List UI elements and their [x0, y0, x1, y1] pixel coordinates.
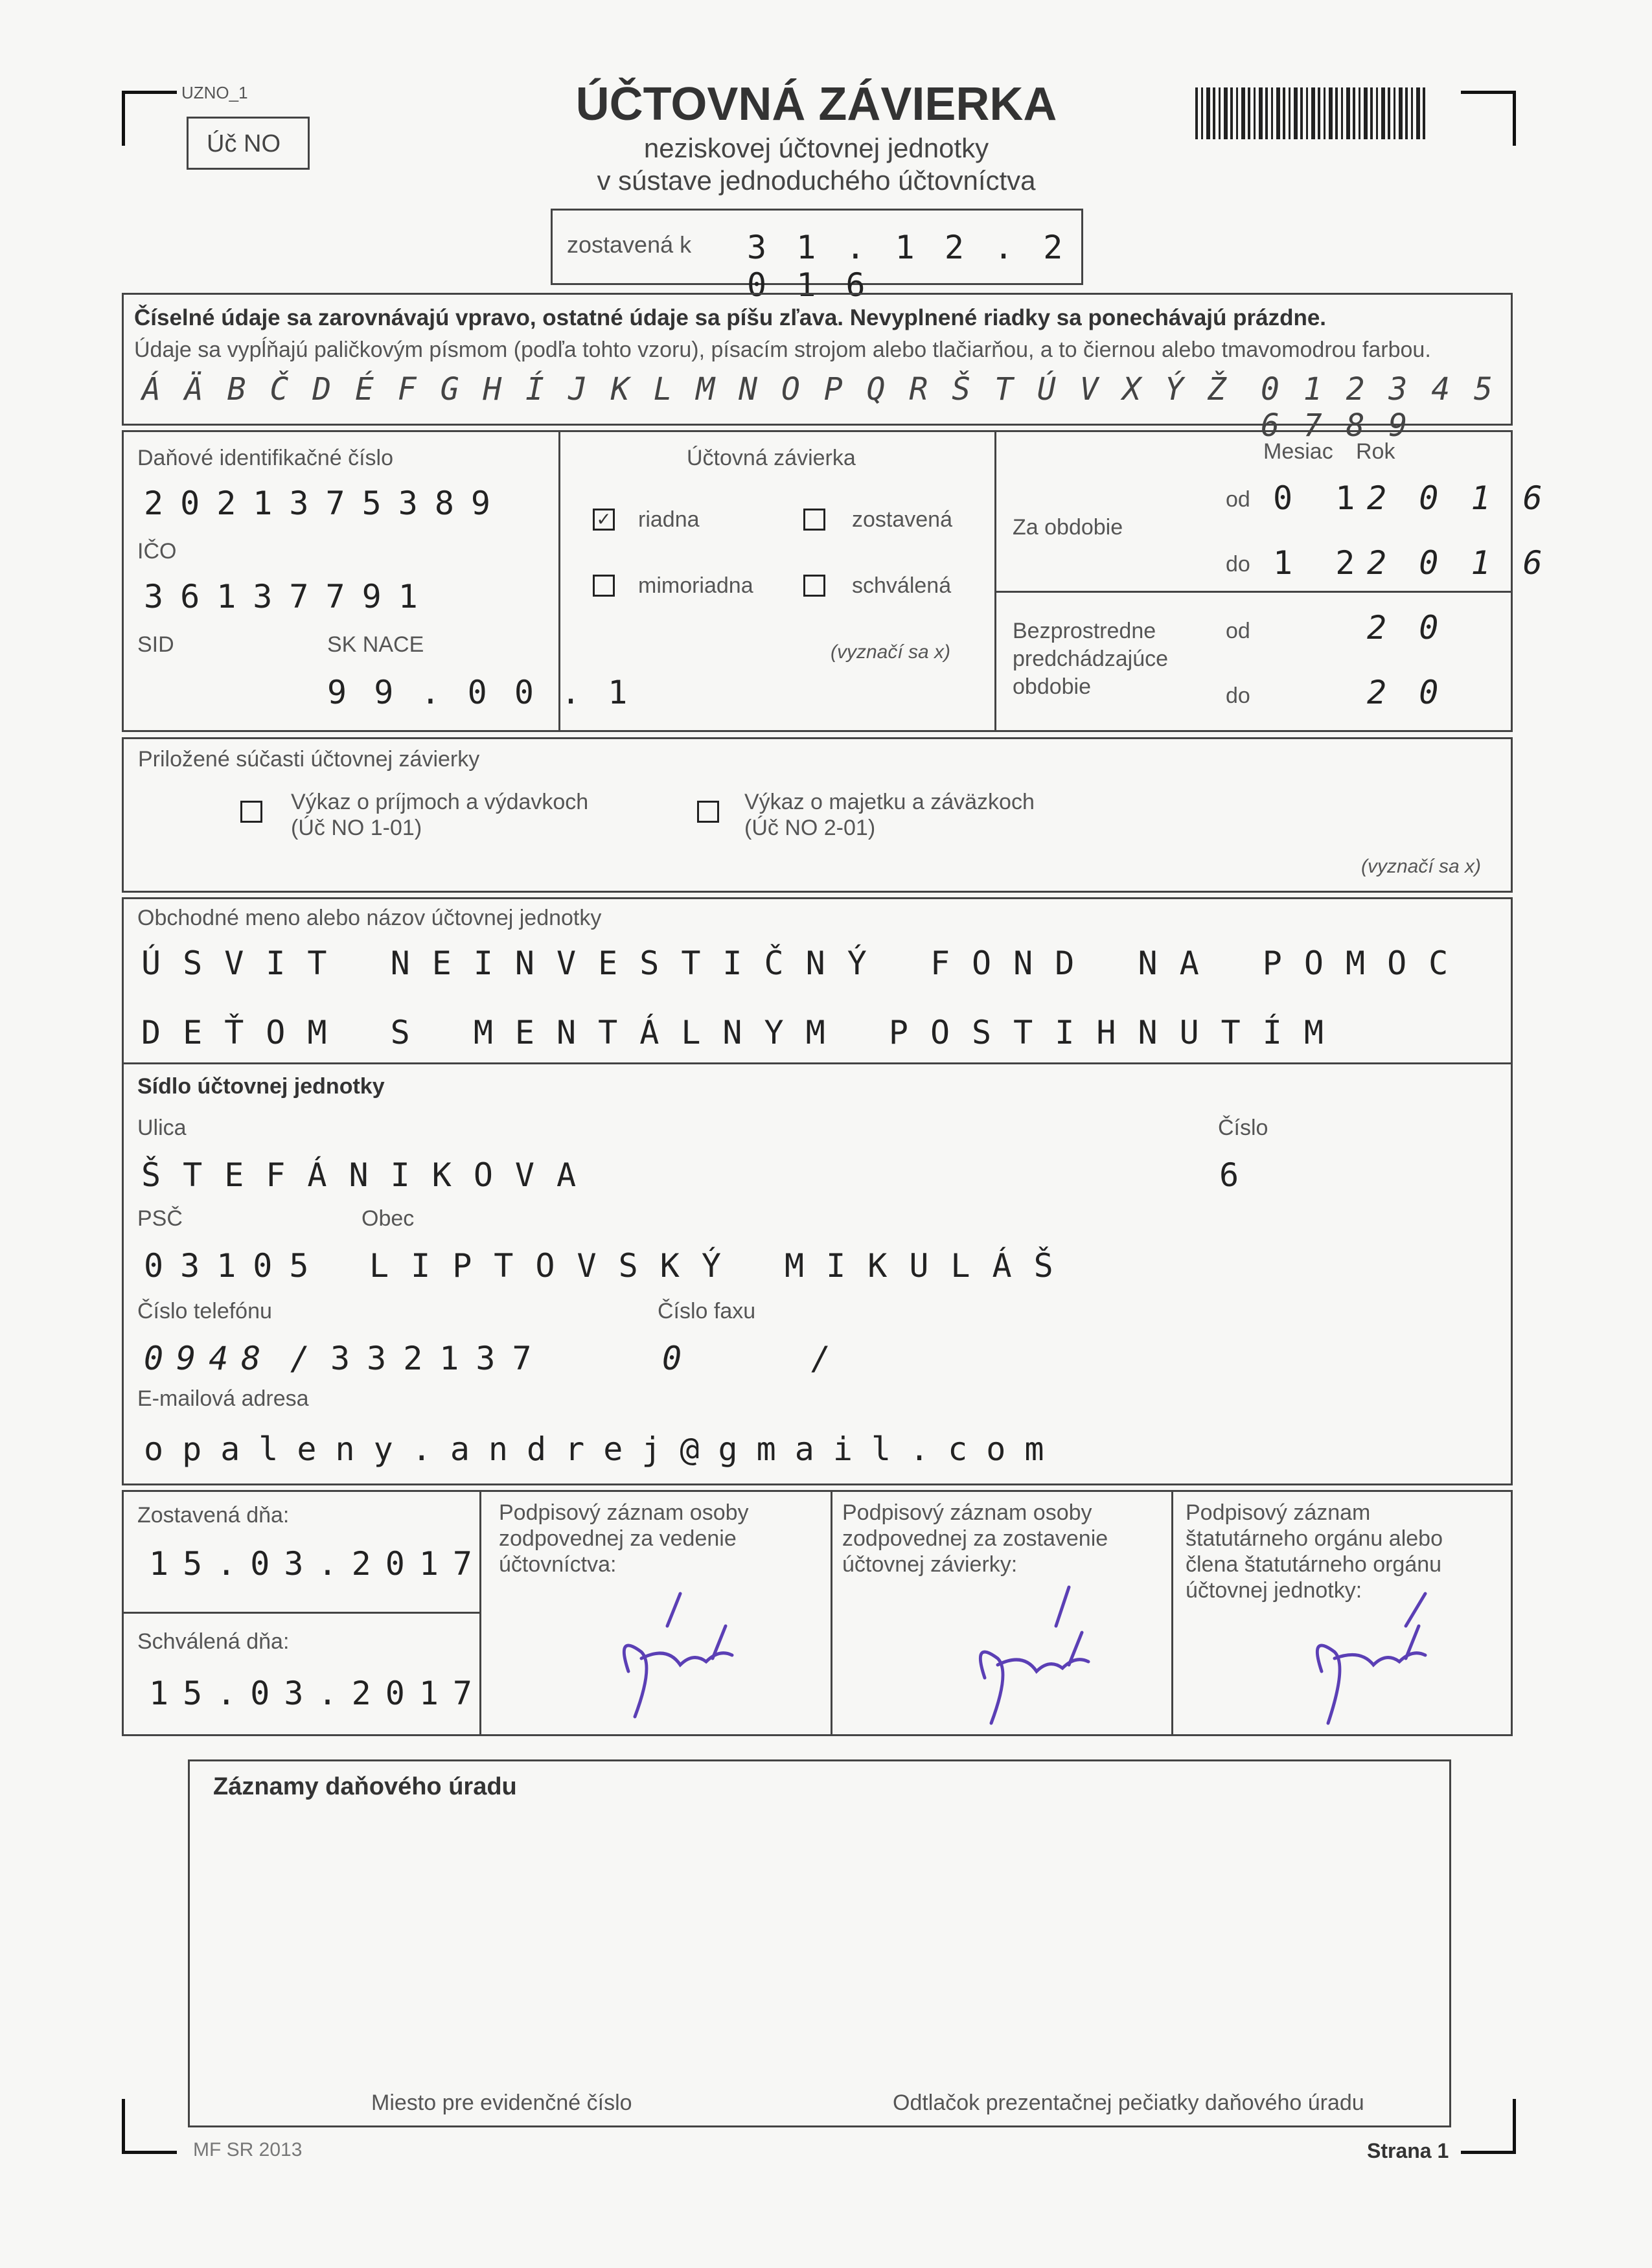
fax-prefix: 0 [662, 1340, 682, 1377]
period-od-month: 0 1 [1273, 479, 1367, 517]
zavierka-label: Účtovná závierka [687, 446, 856, 470]
city-label: Obec [361, 1206, 415, 1231]
form-code: UZNO_1 [181, 83, 248, 102]
phone-label: Číslo telefónu [137, 1299, 272, 1323]
entity-name-line2: DEŤOM S MENTÁLNYM POSTIHNUTÍM [141, 1014, 1346, 1051]
checkbox-vykaz-majetok[interactable] [697, 801, 719, 823]
dic-label: Daňové identifikačné číslo [137, 446, 394, 470]
checkbox-zostavena[interactable] [803, 509, 825, 531]
date-box [551, 209, 1083, 304]
psc-label: PSČ [137, 1206, 183, 1231]
sig2-line2: zodpovednej za zostavenie [842, 1526, 1108, 1551]
prev-period-label-3: obdobie [1013, 674, 1092, 699]
instructions-box [122, 293, 1513, 444]
sig2-line3: účtovnej závierky: [842, 1552, 1018, 1577]
street-value: ŠTEFÁNIKOVA [141, 1156, 599, 1194]
approved-date: 15.03.2017 [149, 1675, 487, 1712]
number-label: Číslo [1218, 1116, 1268, 1140]
phone-number: 332137 [330, 1340, 549, 1377]
sig1-line2: zodpovednej za vedenie [499, 1526, 737, 1551]
period-do-year: 2 0 1 6 [1367, 544, 1549, 582]
fax-label: Číslo faxu [658, 1299, 756, 1323]
date-label: zostavená k [567, 231, 692, 258]
sig3-line4: účtovnej jednotky: [1186, 1578, 1362, 1603]
sig3-line2: štatutárneho orgánu alebo [1186, 1526, 1443, 1551]
corner-mark-bottom-right [1461, 2099, 1516, 2154]
subtitle-line1: neziskovej účtovnej jednotky [643, 133, 989, 163]
phone-prefix: 0948 [144, 1340, 274, 1377]
sid-label: SID [137, 632, 174, 657]
attachments-label: Priložené súčasti účtovnej závierky [138, 747, 480, 772]
number-value: 6 [1219, 1156, 1239, 1194]
period-do-month: 1 2 [1273, 544, 1367, 582]
divider-zavierka-period [994, 430, 996, 732]
prepared-label: Zostavená dňa: [137, 1503, 290, 1528]
vykaz-prijmy-line1: Výkaz o príjmoch a výdavkoch [291, 790, 589, 814]
prev-period-label-1: Bezprostredne [1013, 619, 1156, 643]
date-value: 3 1 . 1 2 . 2 0 1 6 [747, 229, 1068, 304]
vykaz-prijmy-line2: (Úč NO 1-01) [291, 816, 422, 840]
prev-od-year: 2 0 [1367, 609, 1445, 647]
zostavena-label: zostavená [852, 507, 952, 532]
nace-value: 9 9 . 0 0 . 1 [327, 674, 632, 711]
attachments-note: (vyznačí sa x) [1361, 856, 1482, 877]
prepared-date: 15.03.2017 [149, 1545, 487, 1583]
tax-office-box [188, 1759, 1451, 2127]
schvalena-label: schválená [852, 573, 952, 598]
sample-letters: Á Ä B Č D É F G H Í J K L M N O P Q R Š T Ú V X Ý Ž [142, 371, 1229, 407]
period-od-year: 2 0 1 6 [1367, 479, 1549, 517]
entity-name-label: Obchodné meno alebo názov účtovnej jednotky [137, 906, 602, 930]
prev-do-year: 2 0 [1367, 674, 1445, 711]
sig-divider-2 [831, 1490, 832, 1736]
subtitle-line2: v sústave jednoduchého účtovníctva [597, 165, 1036, 196]
prev-od-label: od [1226, 619, 1250, 643]
riadna-label: riadna [638, 507, 700, 532]
sig-divider-h [122, 1612, 479, 1614]
sample-digits: 0 1 2 3 4 5 6 7 8 9 [1261, 371, 1495, 444]
entity-divider [122, 1062, 1513, 1064]
tax-office-right: Odtlačok prezentačnej pečiatky daňového úradu [893, 2090, 1364, 2115]
sig2-line1: Podpisový záznam osoby [842, 1500, 1092, 1525]
prev-do-label: do [1226, 683, 1250, 708]
sig3-line1: Podpisový záznam [1186, 1500, 1371, 1525]
period-od-label: od [1226, 487, 1250, 512]
city-value: LIPTOVSKÝ MIKULÁŠ [369, 1247, 1075, 1285]
psc-value: 03105 [144, 1247, 326, 1285]
dic-value: 2021375389 [144, 485, 508, 522]
barcode [1195, 87, 1425, 139]
signature-2 [959, 1581, 1114, 1730]
instructions-line1: Číselné údaje sa zarovnávajú vpravo, ostatné údaje sa píšu zľava. Nevyplnené riadky sa ponechávajú prázdne. [134, 305, 1327, 330]
footer-right: Strana 1 [1367, 2139, 1449, 2162]
ico-label: IČO [137, 539, 177, 564]
sig3-line3: člena štatutárneho orgánu [1186, 1552, 1442, 1577]
phone-separator: / [290, 1340, 310, 1377]
email-label: E-mailová adresa [137, 1386, 309, 1411]
mesiac-label: Mesiac [1263, 439, 1333, 464]
sig1-line1: Podpisový záznam osoby [499, 1500, 749, 1525]
email-value: opaleny.andrej@gmail.com [144, 1430, 1063, 1468]
checkbox-vykaz-prijmy[interactable] [240, 801, 262, 823]
zavierka-note: (vyznačí sa x) [831, 641, 951, 663]
sig1-line3: účtovníctva: [499, 1552, 617, 1577]
period-do-label: do [1226, 552, 1250, 577]
page-title: ÚČTOVNÁ ZÁVIERKA [575, 78, 1057, 130]
rok-label: Rok [1356, 439, 1395, 464]
period-label: Za obdobie [1013, 515, 1123, 540]
prev-period-label-2: predchádzajúce [1013, 647, 1169, 671]
vykaz-majetok-line2: (Úč NO 2-01) [744, 816, 876, 840]
approved-label: Schválená dňa: [137, 1629, 290, 1654]
tax-office-label: Záznamy daňového úradu [213, 1773, 517, 1800]
instructions-line2: Údaje sa vypĺňajú paličkovým písmom (podľa tohto vzoru), písacím strojom alebo tlačiarňou, a to čiernou alebo tmavomodrou farbou. [134, 338, 1431, 362]
entity-name-line1: ÚSVIT NEINVESTIČNÝ FOND NA POMOC [141, 945, 1471, 982]
nace-label: SK NACE [327, 632, 424, 657]
checkbox-schvalena[interactable] [803, 575, 825, 597]
checkbox-mimoriadna[interactable] [593, 575, 615, 597]
checkbox-riadna[interactable]: ✓ [593, 509, 615, 531]
divider-period-prev [994, 591, 1513, 593]
form-type: Úč NO [207, 130, 281, 157]
corner-mark-bottom-left [122, 2099, 177, 2154]
footer-left: MF SR 2013 [193, 2139, 303, 2160]
mimoriadna-label: mimoriadna [638, 573, 753, 598]
sig-divider-3 [1171, 1490, 1173, 1736]
ico-value: 36137791 [144, 578, 435, 615]
seat-label: Sídlo účtovnej jednotky [137, 1074, 385, 1099]
street-label: Ulica [137, 1116, 187, 1140]
attachments-box [122, 737, 1513, 893]
signature-1 [602, 1581, 758, 1730]
tax-office-left: Miesto pre evidenčné číslo [371, 2090, 632, 2115]
vykaz-majetok-line1: Výkaz o majetku a záväzkoch [744, 790, 1035, 814]
fax-separator: / [811, 1340, 831, 1377]
signature-3 [1289, 1587, 1445, 1736]
